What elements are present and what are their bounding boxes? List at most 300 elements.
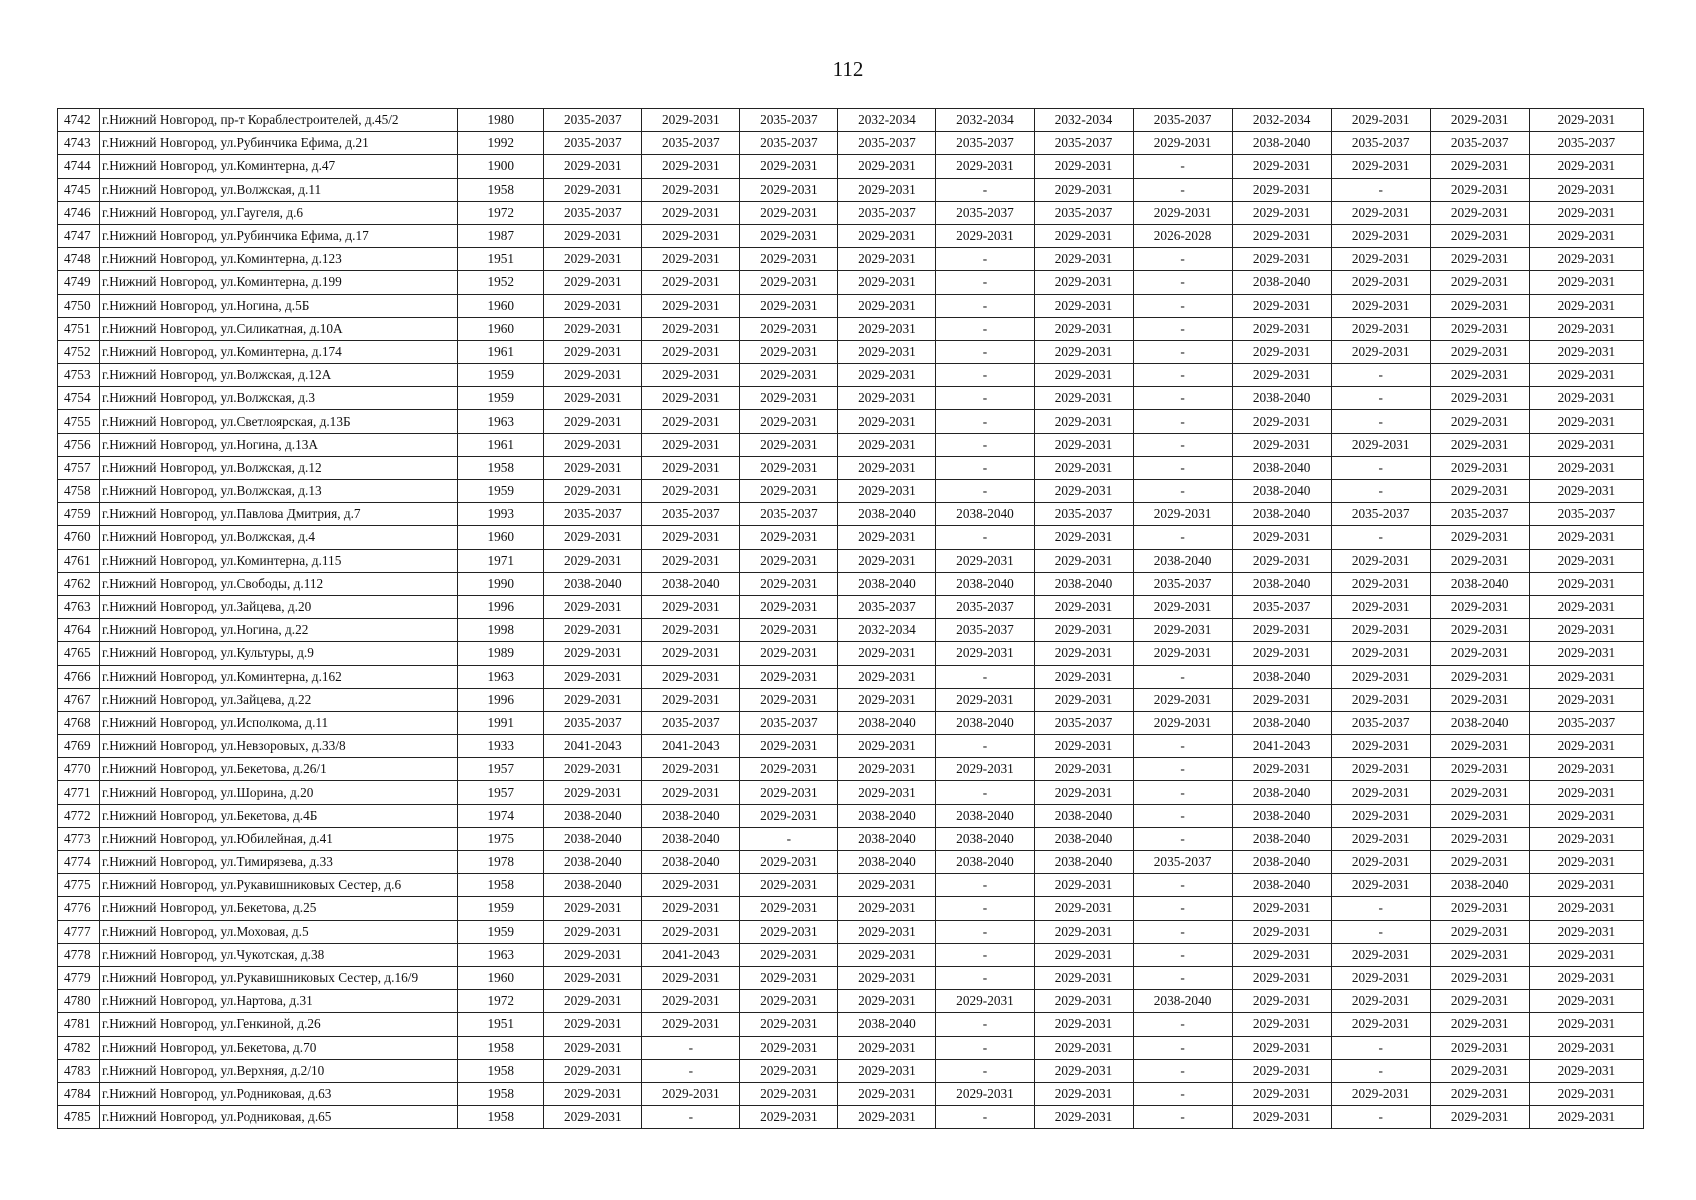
repair-period-cell: 2029-2031 <box>936 642 1034 665</box>
repair-period-cell: - <box>642 1036 740 1059</box>
address-cell: г.Нижний Новгород, ул.Зайцева, д.22 <box>100 688 458 711</box>
address-cell: г.Нижний Новгород, ул.Бекетова, д.25 <box>100 897 458 920</box>
repair-period-cell: 2029-2031 <box>740 735 838 758</box>
year-built-cell: 1993 <box>458 503 544 526</box>
year-built-cell: 1971 <box>458 549 544 572</box>
row-number-cell: 4766 <box>58 665 100 688</box>
repair-period-cell: 2029-2031 <box>544 943 642 966</box>
row-number-cell: 4762 <box>58 572 100 595</box>
repair-period-cell: 2029-2031 <box>1232 920 1331 943</box>
repair-period-cell: 2029-2031 <box>1430 619 1529 642</box>
repair-period-cell: 2029-2031 <box>1529 642 1643 665</box>
repair-period-cell: 2035-2037 <box>1034 201 1133 224</box>
row-number-cell: 4761 <box>58 549 100 572</box>
row-number-cell: 4757 <box>58 456 100 479</box>
repair-period-cell: 2029-2031 <box>1232 758 1331 781</box>
repair-period-cell: 2038-2040 <box>1034 572 1133 595</box>
row-number-cell: 4746 <box>58 201 100 224</box>
address-cell: г.Нижний Новгород, ул.Волжская, д.3 <box>100 387 458 410</box>
repair-period-cell: 2029-2031 <box>1430 248 1529 271</box>
repair-period-cell: 2029-2031 <box>544 271 642 294</box>
repair-period-cell: 2029-2031 <box>642 480 740 503</box>
repair-period-cell: 2029-2031 <box>1529 155 1643 178</box>
repair-period-cell: 2029-2031 <box>1232 364 1331 387</box>
table-row <box>58 132 1644 155</box>
year-built-cell: 1989 <box>458 642 544 665</box>
repair-period-cell: - <box>1133 920 1232 943</box>
address-cell: г.Нижний Новгород, ул.Волжская, д.13 <box>100 480 458 503</box>
repair-period-cell: 2029-2031 <box>642 387 740 410</box>
repair-period-cell: 2029-2031 <box>1331 966 1430 989</box>
repair-period-cell: 2029-2031 <box>1232 966 1331 989</box>
row-number-cell: 4774 <box>58 851 100 874</box>
repair-period-cell: 2029-2031 <box>1529 294 1643 317</box>
repair-period-cell: 2029-2031 <box>1430 294 1529 317</box>
repair-period-cell: 2029-2031 <box>642 155 740 178</box>
repair-period-cell: 2029-2031 <box>1430 549 1529 572</box>
repair-period-cell: 2035-2037 <box>1133 851 1232 874</box>
repair-period-cell: 2035-2037 <box>740 109 838 132</box>
repair-period-cell: 2029-2031 <box>740 224 838 247</box>
row-number-cell: 4745 <box>58 178 100 201</box>
repair-period-cell: 2029-2031 <box>740 897 838 920</box>
address-cell: г.Нижний Новгород, ул.Силикатная, д.10А <box>100 317 458 340</box>
repair-period-cell: 2029-2031 <box>1529 109 1643 132</box>
repair-period-cell: 2029-2031 <box>1133 642 1232 665</box>
repair-period-cell: 2029-2031 <box>1232 526 1331 549</box>
address-cell: г.Нижний Новгород, ул.Бекетова, д.4Б <box>100 804 458 827</box>
repair-period-cell: 2029-2031 <box>936 688 1034 711</box>
repair-period-cell: 2029-2031 <box>642 410 740 433</box>
repair-period-cell: 2029-2031 <box>1034 480 1133 503</box>
table-row <box>58 874 1644 897</box>
year-built-cell: 1959 <box>458 387 544 410</box>
repair-period-cell: 2029-2031 <box>1232 1082 1331 1105</box>
table-row <box>58 1013 1644 1036</box>
repair-period-cell: 2038-2040 <box>1430 711 1529 734</box>
repair-period-cell: 2038-2040 <box>1232 480 1331 503</box>
repair-period-cell: 2029-2031 <box>1529 804 1643 827</box>
repair-period-cell: 2029-2031 <box>1430 1059 1529 1082</box>
year-built-cell: 1959 <box>458 480 544 503</box>
year-built-cell: 1952 <box>458 271 544 294</box>
address-cell: г.Нижний Новгород, ул.Бекетова, д.70 <box>100 1036 458 1059</box>
repair-period-cell: 2029-2031 <box>642 920 740 943</box>
table-row <box>58 248 1644 271</box>
address-cell: г.Нижний Новгород, ул.Родниковая, д.63 <box>100 1082 458 1105</box>
repair-period-cell: 2029-2031 <box>1331 735 1430 758</box>
repair-period-cell: 2029-2031 <box>1034 1106 1133 1129</box>
row-number-cell: 4756 <box>58 433 100 456</box>
repair-period-cell: - <box>936 735 1034 758</box>
repair-period-cell: 2029-2031 <box>1529 526 1643 549</box>
repair-period-cell: 2029-2031 <box>740 364 838 387</box>
year-built-cell: 1958 <box>458 874 544 897</box>
table-row <box>58 595 1644 618</box>
repair-period-cell: 2029-2031 <box>1232 340 1331 363</box>
repair-period-cell: 2038-2040 <box>838 1013 936 1036</box>
address-cell: г.Нижний Новгород, ул.Волжская, д.12А <box>100 364 458 387</box>
repair-period-cell: 2041-2043 <box>642 943 740 966</box>
table-row <box>58 1059 1644 1082</box>
repair-period-cell: 2029-2031 <box>1430 735 1529 758</box>
repair-period-cell: 2035-2037 <box>740 711 838 734</box>
year-built-cell: 1998 <box>458 619 544 642</box>
repair-period-cell: 2035-2037 <box>1430 503 1529 526</box>
year-built-cell: 1958 <box>458 1106 544 1129</box>
table-row <box>58 526 1644 549</box>
repair-period-cell: 2035-2037 <box>544 109 642 132</box>
repair-period-cell: 2029-2031 <box>936 1082 1034 1105</box>
repair-period-cell: 2029-2031 <box>1034 387 1133 410</box>
repair-period-cell: 2038-2040 <box>642 572 740 595</box>
repair-period-cell: - <box>936 248 1034 271</box>
repair-period-cell: 2038-2040 <box>838 804 936 827</box>
repair-period-cell: 2029-2031 <box>642 874 740 897</box>
repair-period-cell: 2038-2040 <box>936 503 1034 526</box>
repair-period-cell: - <box>1331 1036 1430 1059</box>
address-cell: г.Нижний Новгород, ул.Ногина, д.13А <box>100 433 458 456</box>
repair-period-cell: 2038-2040 <box>544 827 642 850</box>
repair-period-cell: 2035-2037 <box>544 503 642 526</box>
repair-period-cell: 2029-2031 <box>1232 1013 1331 1036</box>
repair-period-cell: - <box>1331 456 1430 479</box>
year-built-cell: 1959 <box>458 920 544 943</box>
address-cell: г.Нижний Новгород, ул.Рукавишниковых Сестер, д.6 <box>100 874 458 897</box>
repair-period-cell: 2029-2031 <box>1430 526 1529 549</box>
repair-period-cell: 2029-2031 <box>1430 758 1529 781</box>
repair-period-cell: 2029-2031 <box>838 897 936 920</box>
repair-period-cell: 2029-2031 <box>838 549 936 572</box>
repair-period-cell: 2029-2031 <box>1430 433 1529 456</box>
address-cell: г.Нижний Новгород, ул.Нартова, д.31 <box>100 990 458 1013</box>
repair-period-cell: 2029-2031 <box>1331 781 1430 804</box>
repair-period-cell: 2029-2031 <box>544 758 642 781</box>
repair-period-cell: 2029-2031 <box>544 665 642 688</box>
repair-period-cell: - <box>1133 943 1232 966</box>
repair-period-cell: 2029-2031 <box>1529 1013 1643 1036</box>
year-built-cell: 1959 <box>458 897 544 920</box>
repair-period-cell: 2029-2031 <box>1232 990 1331 1013</box>
address-cell: г.Нижний Новгород, ул.Рубинчика Ефима, д.17 <box>100 224 458 247</box>
row-number-cell: 4783 <box>58 1059 100 1082</box>
repair-period-cell: 2029-2031 <box>1034 224 1133 247</box>
year-built-cell: 1972 <box>458 201 544 224</box>
repair-period-cell: 2029-2031 <box>1331 874 1430 897</box>
repair-period-cell: - <box>1331 364 1430 387</box>
repair-period-cell: 2029-2031 <box>740 271 838 294</box>
table-row <box>58 433 1644 456</box>
repair-period-cell: - <box>1133 387 1232 410</box>
repair-period-cell: 2029-2031 <box>642 549 740 572</box>
repair-period-cell: 2029-2031 <box>642 317 740 340</box>
repair-period-cell: 2029-2031 <box>544 317 642 340</box>
repair-period-cell: 2029-2031 <box>1034 549 1133 572</box>
repair-period-cell: 2029-2031 <box>1430 1082 1529 1105</box>
repair-period-cell: 2029-2031 <box>1034 1036 1133 1059</box>
repair-period-cell: 2035-2037 <box>740 132 838 155</box>
repair-period-cell: 2029-2031 <box>936 224 1034 247</box>
repair-period-cell: 2029-2031 <box>740 642 838 665</box>
repair-period-cell: 2038-2040 <box>1232 503 1331 526</box>
year-built-cell: 1960 <box>458 317 544 340</box>
table-row <box>58 294 1644 317</box>
address-cell: г.Нижний Новгород, ул.Коминтерна, д.174 <box>100 340 458 363</box>
repair-period-cell: 2029-2031 <box>838 433 936 456</box>
table-row <box>58 480 1644 503</box>
repair-period-cell: 2029-2031 <box>1331 201 1430 224</box>
table-row <box>58 387 1644 410</box>
repair-period-cell: 2029-2031 <box>1034 294 1133 317</box>
repair-period-cell: - <box>1133 433 1232 456</box>
repair-period-cell: - <box>740 827 838 850</box>
table-row <box>58 804 1644 827</box>
repair-period-cell: 2029-2031 <box>1529 966 1643 989</box>
repair-period-cell: - <box>936 665 1034 688</box>
repair-period-cell: 2029-2031 <box>838 340 936 363</box>
repair-period-cell: - <box>936 178 1034 201</box>
repair-period-cell: 2029-2031 <box>1529 735 1643 758</box>
repair-period-cell: 2029-2031 <box>740 155 838 178</box>
repair-period-cell: 2029-2031 <box>1430 155 1529 178</box>
repair-period-cell: 2029-2031 <box>544 364 642 387</box>
repair-period-cell: 2035-2037 <box>740 503 838 526</box>
repair-period-cell: 2029-2031 <box>1034 364 1133 387</box>
repair-period-cell: 2038-2040 <box>936 572 1034 595</box>
repair-period-cell: 2029-2031 <box>544 155 642 178</box>
repair-period-cell: 2029-2031 <box>1232 1036 1331 1059</box>
repair-period-cell: - <box>936 271 1034 294</box>
repair-period-cell: - <box>1133 804 1232 827</box>
repair-period-cell: 2029-2031 <box>544 595 642 618</box>
repair-period-cell: 2029-2031 <box>740 665 838 688</box>
repair-period-cell: 2029-2031 <box>838 155 936 178</box>
repair-period-cell: 2029-2031 <box>642 990 740 1013</box>
repair-period-cell: - <box>1133 1013 1232 1036</box>
year-built-cell: 1974 <box>458 804 544 827</box>
repair-period-cell: 2029-2031 <box>1331 340 1430 363</box>
repair-period-cell: 2029-2031 <box>1133 688 1232 711</box>
repair-period-cell: - <box>1133 827 1232 850</box>
repair-period-cell: 2029-2031 <box>1430 851 1529 874</box>
repair-period-cell: - <box>1133 1106 1232 1129</box>
year-built-cell: 1961 <box>458 433 544 456</box>
repair-period-cell: 2029-2031 <box>642 364 740 387</box>
table-row <box>58 827 1644 850</box>
table-row <box>58 642 1644 665</box>
row-number-cell: 4742 <box>58 109 100 132</box>
repair-period-cell: 2029-2031 <box>740 410 838 433</box>
address-cell: г.Нижний Новгород, ул.Родниковая, д.65 <box>100 1106 458 1129</box>
address-cell: г.Нижний Новгород, ул.Невзоровых, д.33/8 <box>100 735 458 758</box>
repair-period-cell: 2029-2031 <box>1034 642 1133 665</box>
year-built-cell: 1958 <box>458 1059 544 1082</box>
repair-period-cell: 2041-2043 <box>544 735 642 758</box>
repair-period-cell: 2029-2031 <box>1034 595 1133 618</box>
row-number-cell: 4771 <box>58 781 100 804</box>
address-cell: г.Нижний Новгород, ул.Исполкома, д.11 <box>100 711 458 734</box>
row-number-cell: 4777 <box>58 920 100 943</box>
repair-period-cell: - <box>936 526 1034 549</box>
repair-period-cell: 2029-2031 <box>1034 178 1133 201</box>
repair-period-cell: 2038-2040 <box>936 827 1034 850</box>
row-number-cell: 4782 <box>58 1036 100 1059</box>
year-built-cell: 1963 <box>458 410 544 433</box>
repair-period-cell: - <box>1133 758 1232 781</box>
repair-period-cell: 2029-2031 <box>740 966 838 989</box>
repair-period-cell: 2029-2031 <box>1331 224 1430 247</box>
repair-period-cell: 2029-2031 <box>1331 109 1430 132</box>
address-cell: г.Нижний Новгород, ул.Рубинчика Ефима, д.21 <box>100 132 458 155</box>
repair-period-cell: 2029-2031 <box>1529 480 1643 503</box>
repair-period-cell: 2029-2031 <box>1331 572 1430 595</box>
repair-period-cell: 2029-2031 <box>936 990 1034 1013</box>
repair-period-cell: 2029-2031 <box>642 595 740 618</box>
repair-period-cell: 2029-2031 <box>1430 827 1529 850</box>
repair-period-cell: 2029-2031 <box>642 294 740 317</box>
address-cell: г.Нижний Новгород, ул.Волжская, д.4 <box>100 526 458 549</box>
row-number-cell: 4751 <box>58 317 100 340</box>
repair-period-cell: 2029-2031 <box>544 1036 642 1059</box>
repair-period-cell: 2029-2031 <box>1034 990 1133 1013</box>
row-number-cell: 4758 <box>58 480 100 503</box>
repair-period-cell: 2029-2031 <box>544 549 642 572</box>
repair-period-cell: - <box>1331 1059 1430 1082</box>
repair-period-cell: 2029-2031 <box>1034 248 1133 271</box>
repair-period-cell: - <box>642 1059 740 1082</box>
repair-period-cell: 2029-2031 <box>1529 874 1643 897</box>
repair-period-cell: - <box>936 294 1034 317</box>
row-number-cell: 4760 <box>58 526 100 549</box>
repair-period-cell: - <box>1331 526 1430 549</box>
table-row <box>58 364 1644 387</box>
repair-period-cell: 2035-2037 <box>642 503 740 526</box>
repair-period-cell: 2029-2031 <box>1529 665 1643 688</box>
repair-period-cell: 2029-2031 <box>838 735 936 758</box>
repair-period-cell: - <box>936 1013 1034 1036</box>
repair-period-cell: 2029-2031 <box>544 642 642 665</box>
repair-period-cell: 2029-2031 <box>740 433 838 456</box>
repair-period-cell: 2029-2031 <box>1529 549 1643 572</box>
address-cell: г.Нижний Новгород, ул.Коминтерна, д.123 <box>100 248 458 271</box>
repair-period-cell: 2041-2043 <box>642 735 740 758</box>
year-built-cell: 1990 <box>458 572 544 595</box>
repair-period-cell: 2029-2031 <box>1034 943 1133 966</box>
repair-period-cell: - <box>1133 480 1232 503</box>
repair-period-cell: 2029-2031 <box>838 990 936 1013</box>
repair-period-cell: 2029-2031 <box>1331 688 1430 711</box>
repair-period-cell: 2035-2037 <box>1331 503 1430 526</box>
repair-period-cell: 2029-2031 <box>936 758 1034 781</box>
repair-period-cell: 2029-2031 <box>838 410 936 433</box>
repair-period-cell: 2029-2031 <box>1232 642 1331 665</box>
table-row <box>58 711 1644 734</box>
repair-period-cell: - <box>936 456 1034 479</box>
repair-period-cell: 2029-2031 <box>1232 688 1331 711</box>
repair-period-cell: 2029-2031 <box>642 109 740 132</box>
repair-period-cell: 2029-2031 <box>642 433 740 456</box>
repair-period-cell: 2029-2031 <box>1430 595 1529 618</box>
repair-period-cell: 2029-2031 <box>740 456 838 479</box>
repair-period-cell: 2029-2031 <box>740 526 838 549</box>
repair-period-cell: 2029-2031 <box>1430 920 1529 943</box>
repair-period-cell: - <box>1331 897 1430 920</box>
address-cell: г.Нижний Новгород, ул.Верхняя, д.2/10 <box>100 1059 458 1082</box>
repair-period-cell: 2029-2031 <box>1430 688 1529 711</box>
address-cell: г.Нижний Новгород, ул.Шорина, д.20 <box>100 781 458 804</box>
repair-period-cell: 2029-2031 <box>544 433 642 456</box>
repair-period-cell: 2029-2031 <box>740 387 838 410</box>
repair-period-cell: - <box>936 943 1034 966</box>
repair-period-cell: 2038-2040 <box>1034 804 1133 827</box>
repair-period-cell: 2035-2037 <box>642 132 740 155</box>
repair-period-cell: 2029-2031 <box>1034 897 1133 920</box>
repair-period-cell: 2029-2031 <box>1430 665 1529 688</box>
repair-period-cell: 2029-2031 <box>1232 433 1331 456</box>
repair-period-cell: - <box>1331 1106 1430 1129</box>
table-row <box>58 735 1644 758</box>
repair-period-cell: 2038-2040 <box>838 711 936 734</box>
repair-period-cell: 2029-2031 <box>1034 781 1133 804</box>
repair-period-cell: 2029-2031 <box>1034 1059 1133 1082</box>
repair-period-cell: 2029-2031 <box>1034 619 1133 642</box>
repair-period-cell: - <box>1133 1059 1232 1082</box>
repair-period-cell: 2029-2031 <box>1331 155 1430 178</box>
repair-period-cell: 2029-2031 <box>1232 294 1331 317</box>
repair-period-cell: 2029-2031 <box>740 990 838 1013</box>
repair-period-cell: 2029-2031 <box>1529 456 1643 479</box>
repair-period-cell: 2035-2037 <box>1034 132 1133 155</box>
repair-period-cell: 2029-2031 <box>1232 224 1331 247</box>
repair-period-cell: 2029-2031 <box>838 456 936 479</box>
repair-period-cell: 2029-2031 <box>1034 433 1133 456</box>
repair-period-cell: - <box>1133 1036 1232 1059</box>
repair-period-cell: 2029-2031 <box>838 1036 936 1059</box>
repair-period-cell: 2029-2031 <box>1232 178 1331 201</box>
repair-period-cell: 2029-2031 <box>1232 317 1331 340</box>
repair-period-cell: 2038-2040 <box>1232 851 1331 874</box>
repair-period-cell: 2029-2031 <box>1232 410 1331 433</box>
repair-period-cell: 2029-2031 <box>544 1013 642 1036</box>
table-row <box>58 340 1644 363</box>
repair-period-cell: 2029-2031 <box>740 201 838 224</box>
repair-period-cell: 2029-2031 <box>1430 364 1529 387</box>
year-built-cell: 1978 <box>458 851 544 874</box>
repair-period-cell: 2029-2031 <box>642 340 740 363</box>
repair-period-cell: 2029-2031 <box>544 688 642 711</box>
address-cell: г.Нижний Новгород, ул.Моховая, д.5 <box>100 920 458 943</box>
repair-period-cell: 2035-2037 <box>936 595 1034 618</box>
repair-period-cell: 2029-2031 <box>1331 1082 1430 1105</box>
repair-period-cell: 2029-2031 <box>642 642 740 665</box>
repair-period-cell: 2029-2031 <box>838 642 936 665</box>
repair-period-cell: 2029-2031 <box>740 1106 838 1129</box>
repair-period-cell: - <box>936 387 1034 410</box>
row-number-cell: 4744 <box>58 155 100 178</box>
repair-period-cell: 2029-2031 <box>1529 340 1643 363</box>
address-cell: г.Нижний Новгород, ул.Ногина, д.5Б <box>100 294 458 317</box>
repair-period-cell: 2029-2031 <box>740 688 838 711</box>
repair-period-cell: 2029-2031 <box>1232 248 1331 271</box>
repair-period-cell: - <box>1133 781 1232 804</box>
repair-period-cell: 2029-2031 <box>642 1082 740 1105</box>
repair-period-cell: 2029-2031 <box>1034 874 1133 897</box>
row-number-cell: 4773 <box>58 827 100 850</box>
year-built-cell: 1960 <box>458 294 544 317</box>
repair-period-cell: 2029-2031 <box>838 317 936 340</box>
repair-period-cell: - <box>936 781 1034 804</box>
repair-period-cell: 2029-2031 <box>740 595 838 618</box>
